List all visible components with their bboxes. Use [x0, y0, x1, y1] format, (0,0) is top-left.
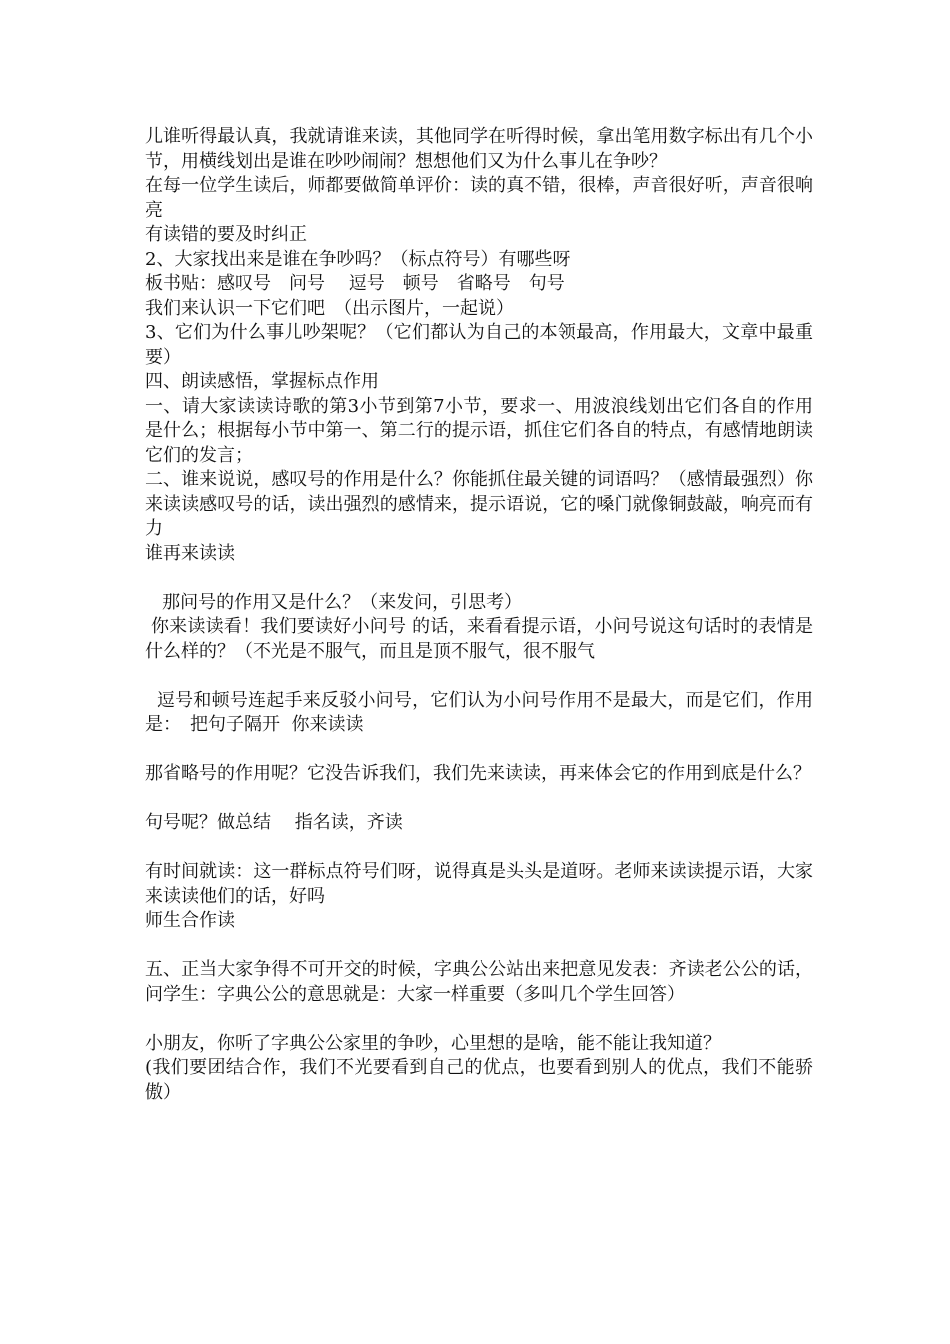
paragraph: 那问号的作用又是什么？（来发问，引思考）	[145, 591, 523, 613]
paragraph: 那省略号的作用呢？它没告诉我们，我们先来读读，再来体会它的作用到底是什么？	[145, 763, 811, 784]
paragraph: 2、大家找出来是谁在争吵吗？（标点符号）有哪些呀	[145, 248, 571, 270]
blank-line	[145, 566, 813, 591]
paragraph: 谁再来读读	[145, 542, 235, 564]
paragraph: 我们来认识一下它们吧 （出示图片，一起说）	[145, 297, 514, 319]
paragraph: 有读错的要及时纠正	[145, 224, 307, 245]
paragraph: 你来读读看！我们要读好小问号 的话，来看看提示语，小问号说这句话时的表情是什么样的？（不光是不服气，而且是顶不服气，很不服气	[145, 616, 813, 662]
paragraph: 句号呢？做总结 指名读，齐读	[145, 812, 403, 833]
blank-line	[145, 787, 813, 812]
paragraph: 二、谁来说说，感叹号的作用是什么？你能抓住最关键的词语吗？（感情最强烈）你来读读感叹号的话，读出强烈的感情来，提示语说，它的嗓门就像铜鼓敲，响亮而有力	[145, 469, 813, 539]
paragraph: 小朋友，你听了字典公公家里的争吵，心里想的是啥，能不能让我知道？	[145, 1032, 721, 1054]
paragraph: 儿谁听得最认真，我就请谁来读，其他同学在听得时候，拿出笔用数字标出有几个小节，用横线划出是谁在吵吵闹闹？想想他们又为什么事儿在争吵？	[145, 126, 813, 172]
blank-line	[145, 738, 813, 763]
document-body	[145, 125, 813, 1105]
paragraph: 3、它们为什么事儿吵架呢？（它们都认为自己的本领最高，作用最大，文章中最重要）	[145, 322, 813, 368]
blank-line	[145, 934, 813, 959]
blank-line	[145, 1007, 813, 1032]
section-heading: 五、正当大家争得不可开交的时候，字典公公站出来把意见发表：齐读老公公的话，问学生：字典公公的意思就是：大家一样重要（多叫几个学生回答）	[145, 959, 813, 1005]
paragraph: 在每一位学生读后，师都要做简单评价：读的真不错，很棒，声音很好听，声音很响亮	[145, 175, 813, 221]
blank-line	[145, 664, 813, 689]
paragraph: 逗号和顿号连起手来反驳小问号，它们认为小问号作用不是最大，而是它们，作用是： 把句子隔开 你来读读	[145, 689, 813, 735]
section-heading: 四、朗读感悟，掌握标点作用	[145, 371, 379, 392]
paragraph: 有时间就读：这一群标点符号们呀，说得真是头头是道呀。老师来读读提示语，大家来读读他们的话，好吗	[145, 861, 813, 907]
paragraph: 师生合作读	[145, 910, 235, 931]
paragraph: 一、请大家读读诗歌的第3小节到第7小节，要求一、用波浪线划出它们各自的作用是什么；根据每小节中第一、第二行的提示语，抓住它们各自的特点，有感情地朗读它们的发言；	[145, 395, 813, 466]
paragraph: (我们要团结合作，我们不光要看到自己的优点，也要看到别人的优点，我们不能骄傲）	[145, 1057, 813, 1103]
blank-line	[145, 836, 813, 861]
paragraph: 板书贴：感叹号 问号 逗号 顿号 省略号 句号	[145, 273, 565, 294]
